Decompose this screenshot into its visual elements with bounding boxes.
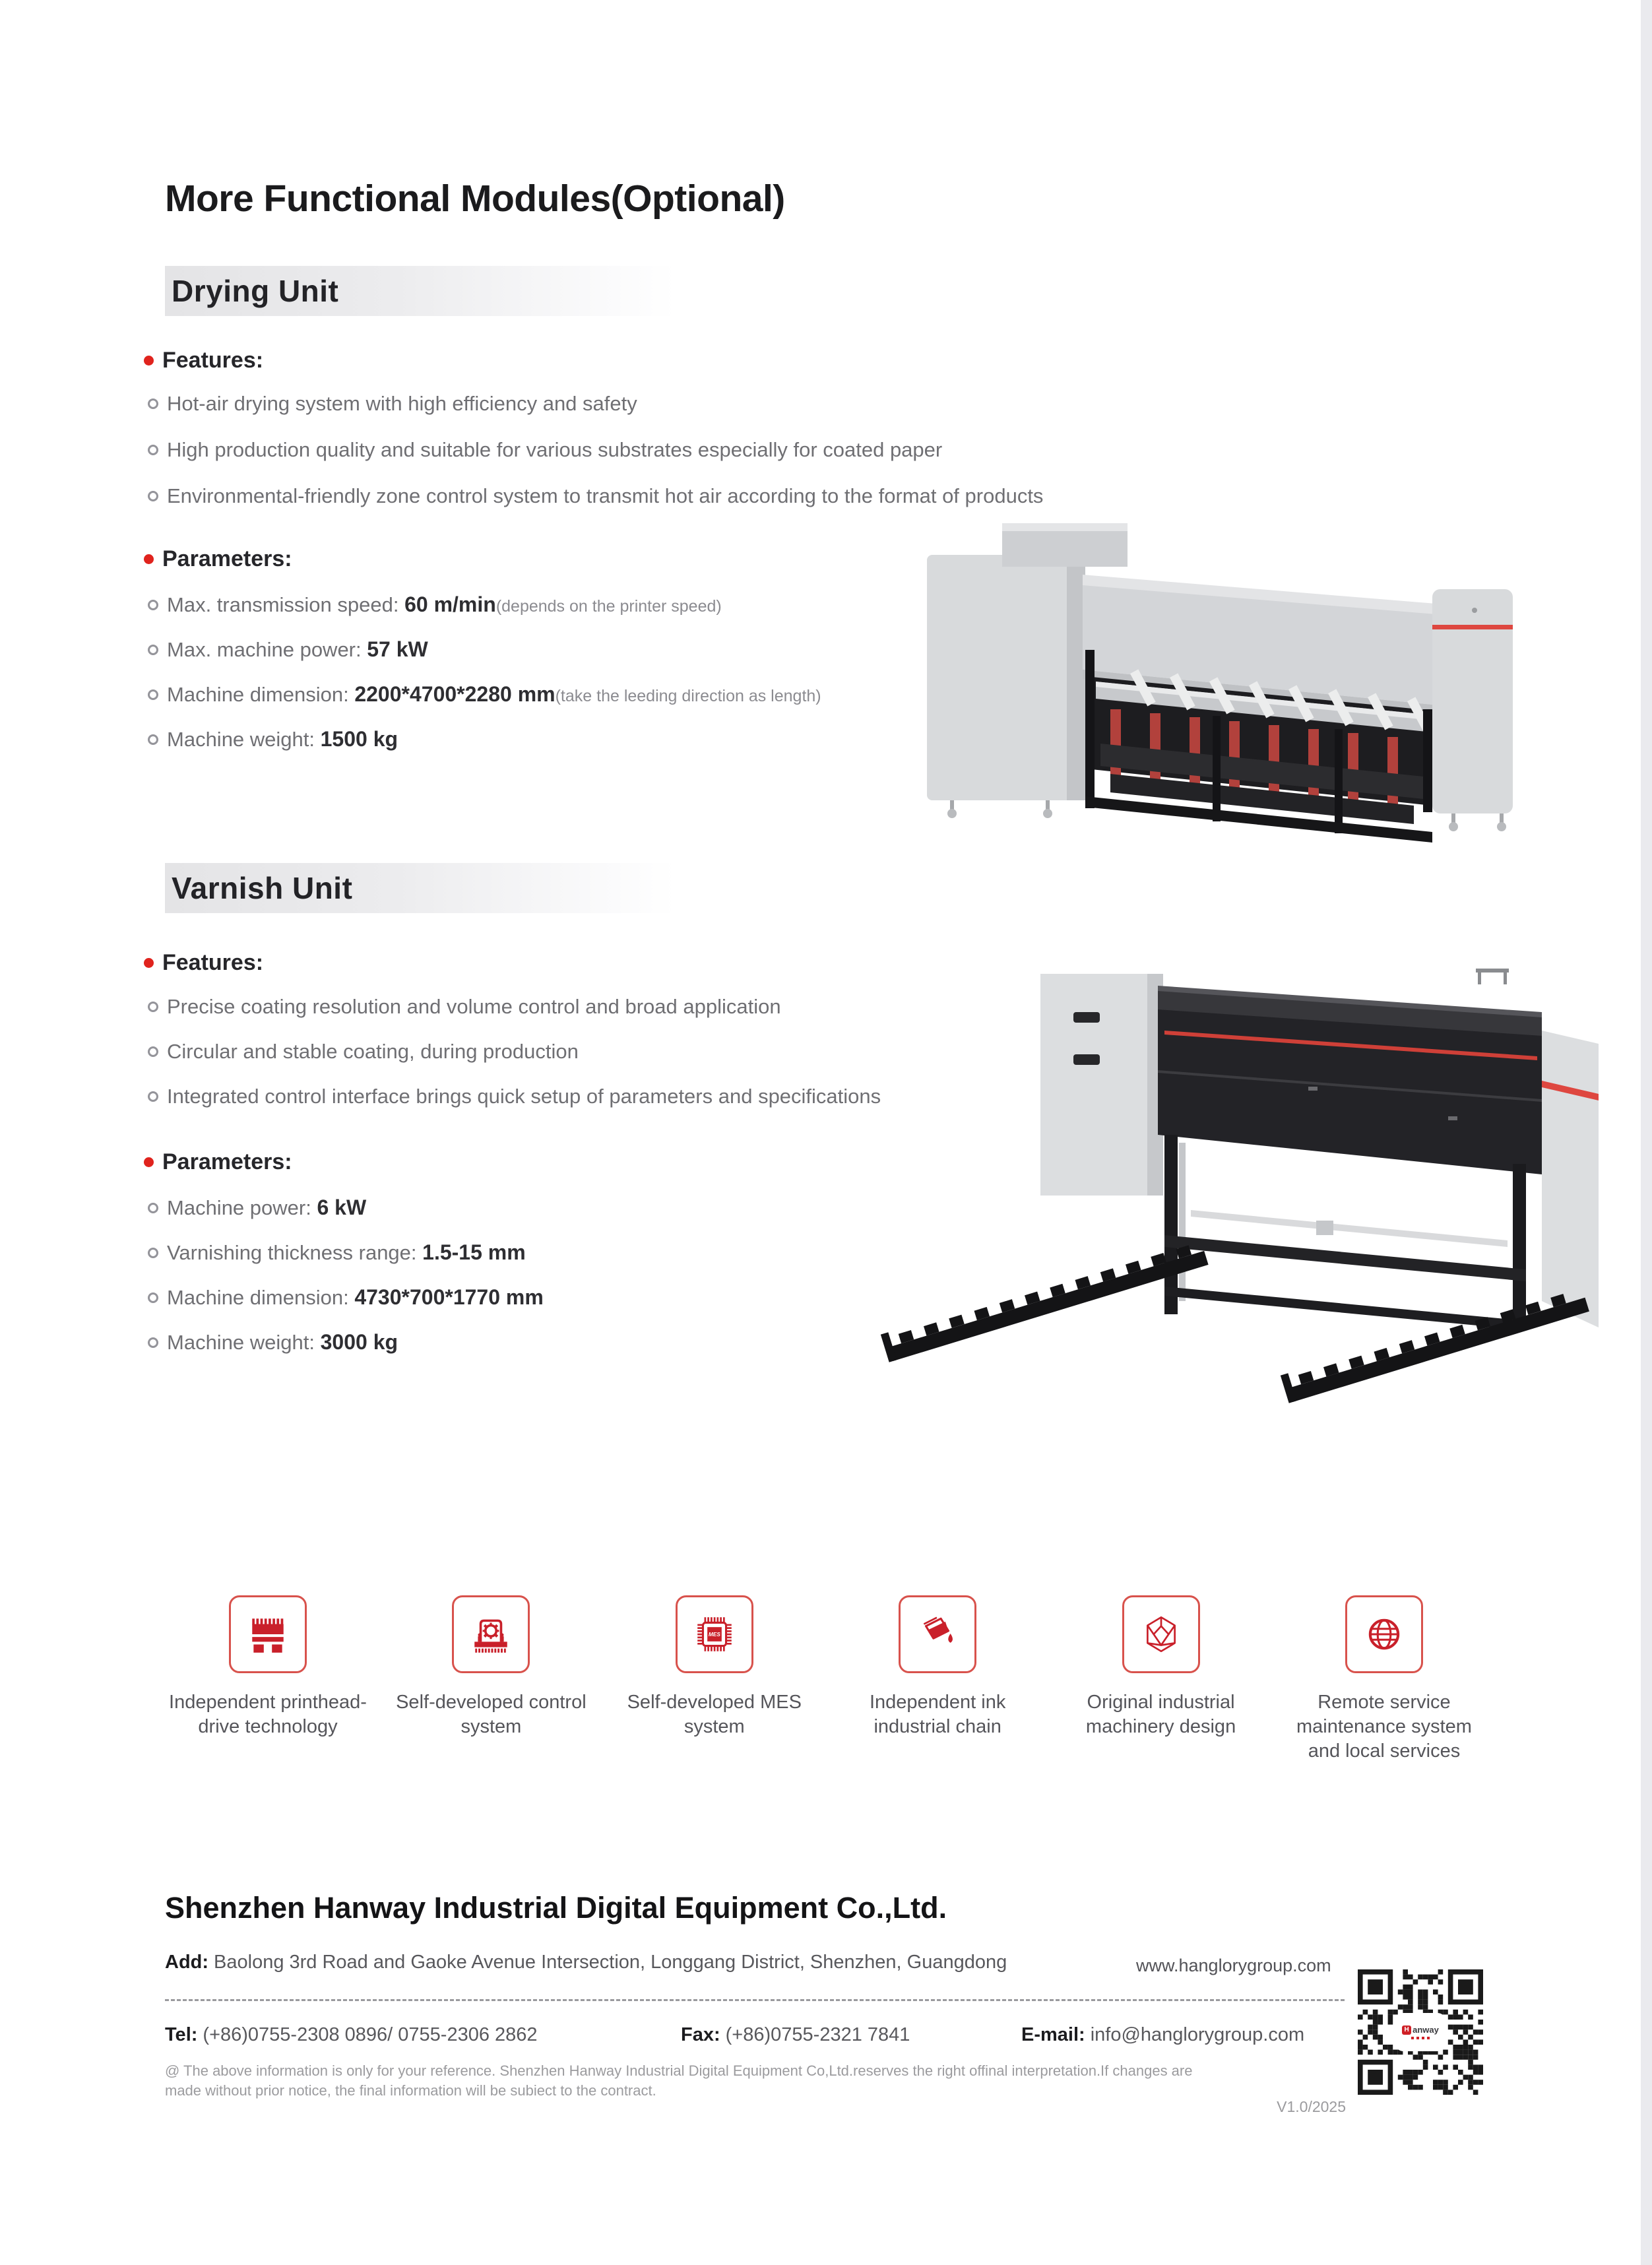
varnish-parameter-item: Machine weight: 3000 kg bbox=[148, 1330, 398, 1355]
page-edge-shade bbox=[1641, 0, 1652, 2265]
circle-bullet-icon bbox=[148, 734, 158, 745]
capability-badges-row bbox=[165, 1595, 1487, 1764]
badge-ink-chain bbox=[835, 1595, 1040, 1764]
badge-mes-system bbox=[612, 1595, 817, 1764]
circle-bullet-icon bbox=[148, 1248, 158, 1258]
website-url: www.hanglorygroup.com bbox=[1136, 1956, 1331, 1975]
fax-row bbox=[681, 2024, 910, 2046]
tel-value: (+86)0755-2308 0896/ 0755-2306 2862 bbox=[203, 2024, 538, 2045]
circle-bullet-icon bbox=[148, 1292, 158, 1303]
circle-bullet-icon bbox=[148, 1203, 158, 1213]
dashed-divider bbox=[165, 1999, 1345, 2001]
version-number: V1.0/2025 bbox=[1277, 2098, 1346, 2115]
qr-code bbox=[1358, 1969, 1483, 2095]
red-bullet-icon bbox=[144, 554, 154, 564]
varnish-feature-item: Circular and stable coating, during production bbox=[148, 1040, 579, 1064]
drying-parameter-item: Machine weight: 1500 kg bbox=[148, 727, 398, 751]
globe-icon bbox=[1362, 1612, 1406, 1656]
ink-bucket-icon bbox=[916, 1612, 959, 1656]
drying-parameter-item: Max. transmission speed: 60 m/min(depends on the printer speed) bbox=[148, 592, 722, 617]
circle-bullet-icon bbox=[148, 600, 158, 610]
circle-bullet-icon bbox=[148, 1337, 158, 1348]
printhead-icon bbox=[246, 1612, 290, 1656]
circle-bullet-icon bbox=[148, 491, 158, 501]
varnish-feature-item: Precise coating resolution and volume control and broad application bbox=[148, 995, 781, 1019]
email-row bbox=[1021, 2024, 1304, 2046]
varnish-unit-title: Varnish Unit bbox=[172, 871, 353, 905]
badge-label: Independent printhead-drive technology bbox=[169, 1692, 367, 1737]
varnish-features-heading: Features: bbox=[144, 950, 263, 976]
red-bullet-icon bbox=[144, 1157, 154, 1167]
badge-label: Self-developed MES system bbox=[627, 1692, 802, 1737]
address-row bbox=[165, 1952, 1007, 1973]
hanway-logo bbox=[1395, 2013, 1446, 2051]
red-bullet-icon bbox=[144, 958, 154, 968]
hanway-logo-mark: H bbox=[1402, 2026, 1411, 2035]
badge-label: Remote service maintenance system and local services bbox=[1296, 1692, 1472, 1762]
email-label: E-mail: bbox=[1021, 2024, 1085, 2045]
drying-features-heading: Features: bbox=[144, 348, 263, 373]
address-label: Add: bbox=[165, 1952, 209, 1973]
hanway-logo-text: anway bbox=[1413, 2025, 1439, 2035]
badge-label: Original industrial machinery design bbox=[1085, 1692, 1236, 1737]
tel-row bbox=[165, 2024, 538, 2046]
page-title: More Functional Modules(Optional) bbox=[165, 177, 785, 220]
badge-remote-service bbox=[1281, 1595, 1487, 1764]
drying-feature-item: High production quality and suitable for various substrates especially for coated paper bbox=[148, 438, 942, 462]
red-bullet-icon bbox=[144, 356, 154, 366]
varnish-parameter-item: Varnishing thickness range: 1.5-15 mm bbox=[148, 1240, 526, 1265]
circle-bullet-icon bbox=[148, 689, 158, 700]
badge-label: Independent ink industrial chain bbox=[869, 1692, 1006, 1737]
email-value: info@hanglorygroup.com bbox=[1090, 2024, 1305, 2045]
mes-chip-icon bbox=[693, 1612, 736, 1656]
drying-unit-header bbox=[165, 266, 676, 316]
drying-parameters-heading: Parameters: bbox=[144, 546, 292, 572]
address-value: Baolong 3rd Road and Gaoke Avenue Intersection, Longgang District, Shenzhen, Guangdong bbox=[214, 1952, 1007, 1973]
disclaimer-line: made without prior notice, the final information will be subiect to the contract. bbox=[165, 2082, 656, 2099]
company-name: Shenzhen Hanway Industrial Digital Equipment Co.,Ltd. bbox=[165, 1891, 947, 1925]
varnish-parameter-item: Machine power: 6 kW bbox=[148, 1196, 366, 1220]
drying-unit-title: Drying Unit bbox=[172, 274, 339, 308]
drying-parameter-item: Machine dimension: 2200*4700*2280 mm(take the leeding direction as length) bbox=[148, 682, 821, 707]
control-system-icon bbox=[469, 1612, 513, 1656]
varnish-unit-machine-image bbox=[881, 951, 1603, 1403]
drying-feature-item: Hot-air drying system with high efficiency and safety bbox=[148, 392, 637, 416]
fax-label: Fax: bbox=[681, 2024, 720, 2045]
circle-bullet-icon bbox=[148, 1091, 158, 1102]
wireframe-gem-icon bbox=[1139, 1612, 1183, 1656]
circle-bullet-icon bbox=[148, 445, 158, 455]
varnish-unit-header bbox=[165, 863, 676, 913]
hanway-logo-dots bbox=[1411, 2037, 1430, 2039]
drying-parameter-item: Max. machine power: 57 kW bbox=[148, 637, 428, 662]
drying-feature-item: Environmental-friendly zone control system to transmit hot air according to the format of products bbox=[148, 484, 1043, 508]
circle-bullet-icon bbox=[148, 645, 158, 655]
badge-printhead-technology bbox=[165, 1595, 371, 1764]
badge-control-system bbox=[388, 1595, 594, 1764]
tel-label: Tel: bbox=[165, 2024, 198, 2045]
varnish-feature-item: Integrated control interface brings quick setup of parameters and specifications bbox=[148, 1085, 881, 1108]
varnish-parameters-heading: Parameters: bbox=[144, 1149, 292, 1175]
svg-text:MES: MES bbox=[708, 1632, 720, 1638]
badge-machinery-design bbox=[1058, 1595, 1264, 1764]
drying-unit-machine-image bbox=[912, 511, 1516, 845]
fax-value: (+86)0755-2321 7841 bbox=[725, 2024, 910, 2045]
disclaimer-line: @ The above information is only for your reference. Shenzhen Hanway Industrial Digital Equipment Co,Ltd.reserves the right offinal interpretation.If changes are bbox=[165, 2062, 1193, 2079]
varnish-parameter-item: Machine dimension: 4730*700*1770 mm bbox=[148, 1285, 544, 1310]
badge-label: Self-developed control system bbox=[396, 1692, 587, 1737]
circle-bullet-icon bbox=[148, 1002, 158, 1012]
circle-bullet-icon bbox=[148, 1046, 158, 1057]
circle-bullet-icon bbox=[148, 399, 158, 409]
